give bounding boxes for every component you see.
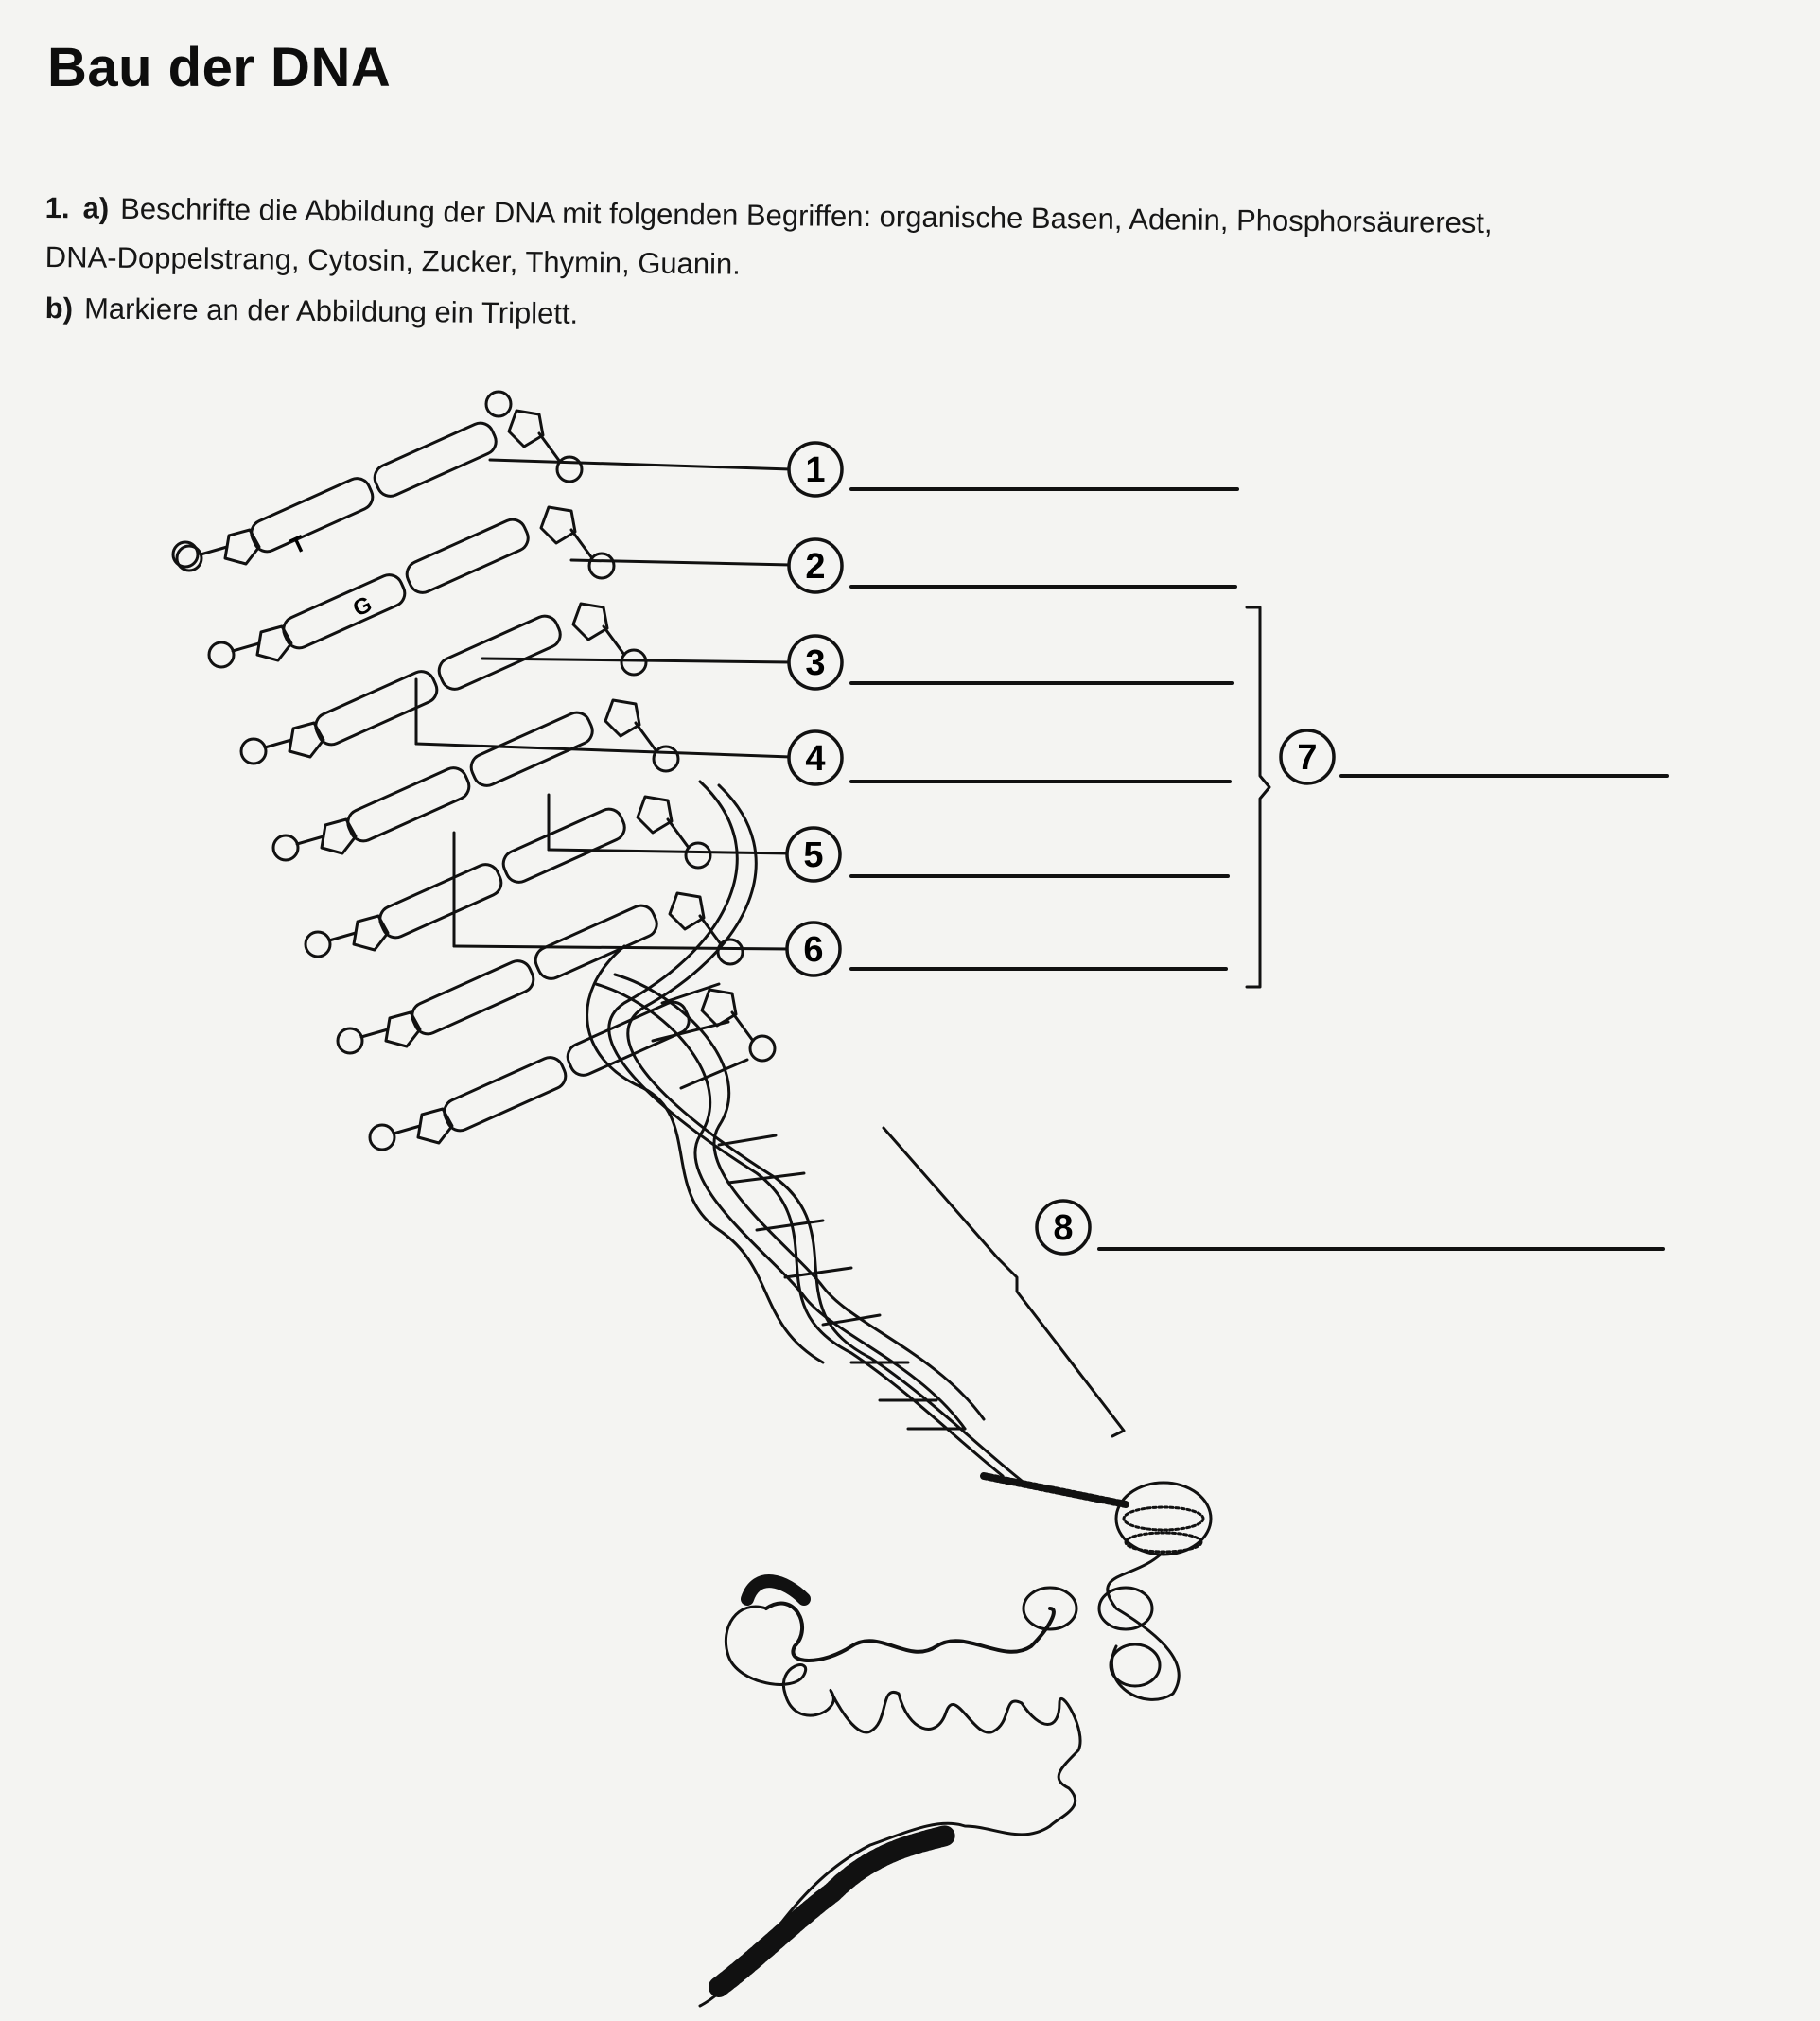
bond-right [668,819,689,848]
task-number: 1. [44,190,70,225]
base-left [376,860,505,941]
phosphate-left [209,642,234,667]
sugar-left [257,626,291,660]
label-6 [787,923,840,975]
task-a-text-line2: DNA-Doppelstrang, Cytosin, Zucker, Thymin, Guanin. [44,239,742,281]
label-3-number: 3 [805,643,826,683]
phosphate-left [370,1125,394,1150]
base-pair [343,709,596,846]
label-1 [789,443,842,496]
base-letter-t: T [287,530,310,560]
label-6-number: 6 [803,930,824,970]
label-7-number: 7 [1297,738,1318,778]
base-pair [376,805,628,942]
task-a-text-line1: Beschrifte die Abbildung der DNA mit folgenden Begriffen: organische Basen, Adenin, Phosphorsäurerest, [120,191,1493,240]
base-pair [279,516,532,653]
task-b-text: Markiere an der Abbildung ein Triplett. [83,291,579,330]
phosphate-left [338,1028,362,1053]
dna-backbone [173,392,775,1150]
base-right [403,516,533,597]
base-right [371,419,500,501]
sugar-left [386,1012,420,1046]
base-left [279,571,409,652]
label-8-number: 8 [1053,1208,1074,1248]
bond-left [201,547,227,554]
label-5-number: 5 [803,835,824,875]
base-left [311,667,441,748]
sugar-right [605,700,639,736]
label-1-number: 1 [805,450,826,490]
task-a-marker: a) [82,191,110,225]
sugar-left [354,916,388,950]
task-b-marker: b) [44,290,74,325]
base-left [440,1053,569,1134]
bond-right [539,433,560,462]
label-7 [1281,730,1334,783]
bond-left [329,933,356,940]
base-left [408,957,537,1038]
bond-left [265,740,291,747]
label-3 [789,636,842,689]
double-helix [587,782,1126,1504]
sugar-right [541,507,575,543]
base-left [247,474,376,555]
chromatin-fibres [700,1581,1080,2006]
sugar-right [702,990,736,1026]
phosphate-left [241,739,266,764]
label-2-number: 2 [805,547,826,587]
nucleosomes [1024,1483,1211,1699]
sugar-right [670,893,704,929]
base-letter-g: G [349,591,376,623]
base-right [532,902,661,983]
page-title: Bau der DNA [47,37,392,98]
label-5 [787,828,840,881]
sugar-right [509,411,543,447]
label-2 [789,539,842,592]
sugar-right [573,604,607,640]
bond-right [636,723,656,751]
base-right [499,805,629,887]
sugar-left [225,530,259,564]
bond-right [604,626,624,655]
label-8 [1037,1201,1090,1254]
dna-ladder-rungs [247,419,692,1135]
phosphate-left [273,835,298,860]
base-pair [247,419,499,556]
base-pair [408,902,660,1039]
bond-right [571,530,592,558]
base-pair [440,998,692,1135]
sugar-left [289,723,324,757]
label-4 [789,731,842,784]
label-leader-lines [416,460,1269,1436]
phosphate-top [486,392,511,416]
bond-left [361,1029,388,1037]
bond-left [233,643,259,651]
label-4-number: 4 [805,739,826,779]
bond-right [732,1012,753,1041]
base-pair [311,612,564,749]
sugar-left [322,819,356,853]
bond-left [297,836,324,844]
bond-left [394,1126,420,1134]
base-right [435,612,565,694]
phosphate-left [306,932,330,957]
sugar-right [638,797,672,833]
sugar-left [418,1109,452,1143]
